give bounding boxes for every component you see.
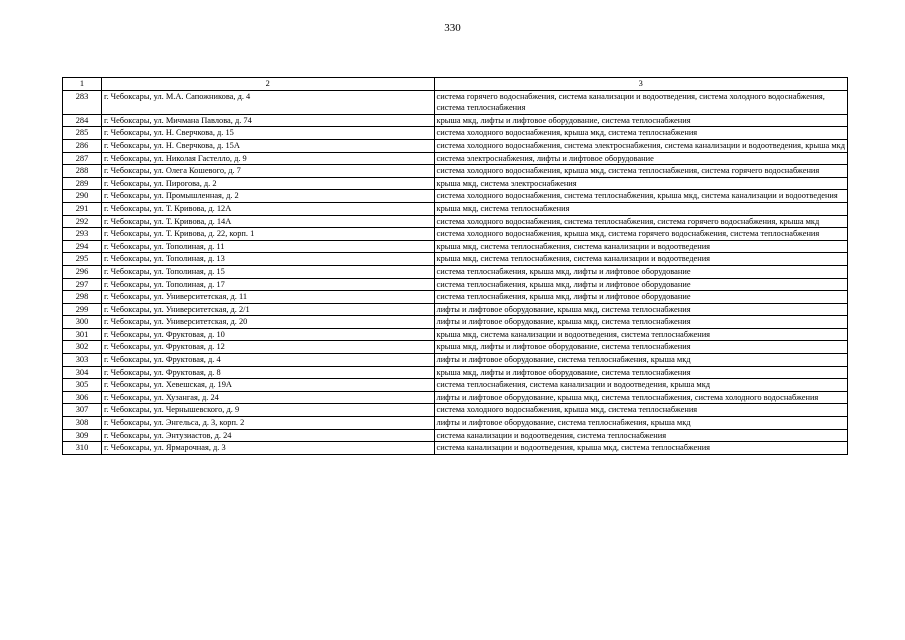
row-number-cell: 304 bbox=[63, 366, 102, 379]
registry-table-body bbox=[63, 78, 848, 455]
table-row bbox=[63, 90, 848, 114]
table-row bbox=[63, 127, 848, 140]
row-number-cell: 294 bbox=[63, 240, 102, 253]
row-address-cell: г. Чебоксары, ул. Николая Гастелло, д. 9 bbox=[101, 152, 434, 165]
row-systems-cell: крыша мкд, система теплоснабжения, система канализации и водоотведения bbox=[434, 240, 847, 253]
column-systems-header: 3 bbox=[434, 78, 847, 91]
page-number: 330 bbox=[444, 22, 461, 34]
row-address-cell: г. Чебоксары, ул. Университетская, д. 2/1 bbox=[101, 303, 434, 316]
row-number-cell: 291 bbox=[63, 202, 102, 215]
table-row bbox=[63, 190, 848, 203]
table-row bbox=[63, 429, 848, 442]
table-row bbox=[63, 341, 848, 354]
row-address-cell: г. Чебоксары, ул. Ярмарочная, д. 3 bbox=[101, 442, 434, 455]
row-systems-cell: крыша мкд, система теплоснабжения, система канализации и водоотведения bbox=[434, 253, 847, 266]
table-row bbox=[63, 139, 848, 152]
table-row bbox=[63, 379, 848, 392]
table-row bbox=[63, 228, 848, 241]
row-systems-cell: лифты и лифтовое оборудование, система теплоснабжения, крыша мкд bbox=[434, 417, 847, 430]
row-address-cell: г. Чебоксары, ул. Т. Кривова, д. 22, корп. 1 bbox=[101, 228, 434, 241]
row-systems-cell: лифты и лифтовое оборудование, крыша мкд, система теплоснабжения bbox=[434, 316, 847, 329]
row-address-cell: г. Чебоксары, ул. Н. Сверчкова, д. 15 bbox=[101, 127, 434, 140]
table-row bbox=[63, 165, 848, 178]
row-number-cell: 284 bbox=[63, 114, 102, 127]
row-address-cell: г. Чебоксары, ул. Чернышевского, д. 9 bbox=[101, 404, 434, 417]
row-systems-cell: крыша мкд, система теплоснабжения bbox=[434, 202, 847, 215]
table-row bbox=[63, 328, 848, 341]
table-row bbox=[63, 442, 848, 455]
row-number-cell: 289 bbox=[63, 177, 102, 190]
row-number-cell: 298 bbox=[63, 291, 102, 304]
row-address-cell: г. Чебоксары, ул. Мичмана Павлова, д. 74 bbox=[101, 114, 434, 127]
row-number-cell: 302 bbox=[63, 341, 102, 354]
table-row bbox=[63, 316, 848, 329]
row-systems-cell: система холодного водоснабжения, система теплоснабжения, система горячего водоснабжения, крыша мкд bbox=[434, 215, 847, 228]
column-address-header: 2 bbox=[101, 78, 434, 91]
row-number-cell: 309 bbox=[63, 429, 102, 442]
table-row bbox=[63, 202, 848, 215]
row-systems-cell: крыша мкд, лифты и лифтовое оборудование, система теплоснабжения bbox=[434, 366, 847, 379]
table-row bbox=[63, 152, 848, 165]
table-row bbox=[63, 354, 848, 367]
row-address-cell: г. Чебоксары, ул. Тополиная, д. 17 bbox=[101, 278, 434, 291]
row-number-cell: 297 bbox=[63, 278, 102, 291]
row-number-cell: 293 bbox=[63, 228, 102, 241]
row-address-cell: г. Чебоксары, ул. Фруктовая, д. 8 bbox=[101, 366, 434, 379]
row-address-cell: г. Чебоксары, ул. Хевешская, д. 19А bbox=[101, 379, 434, 392]
row-systems-cell: крыша мкд, система электроснабжения bbox=[434, 177, 847, 190]
table-row bbox=[63, 391, 848, 404]
row-systems-cell: крыша мкд, система канализации и водоотведения, система теплоснабжения bbox=[434, 328, 847, 341]
row-systems-cell: система теплоснабжения, крыша мкд, лифты и лифтовое оборудование bbox=[434, 278, 847, 291]
row-address-cell: г. Чебоксары, ул. Т. Кривова, д. 14А bbox=[101, 215, 434, 228]
row-systems-cell: система холодного водоснабжения, крыша мкд, система горячего водоснабжения, система теплоснабжения bbox=[434, 228, 847, 241]
row-number-cell: 290 bbox=[63, 190, 102, 203]
row-address-cell: г. Чебоксары, ул. Фруктовая, д. 12 bbox=[101, 341, 434, 354]
row-address-cell: г. Чебоксары, ул. Промышленная, д. 2 bbox=[101, 190, 434, 203]
row-number-cell: 292 bbox=[63, 215, 102, 228]
row-number-cell: 283 bbox=[63, 90, 102, 114]
row-systems-cell: лифты и лифтовое оборудование, система теплоснабжения, крыша мкд bbox=[434, 354, 847, 367]
row-address-cell: г. Чебоксары, ул. Н. Сверчкова, д. 15А bbox=[101, 139, 434, 152]
table-row bbox=[63, 278, 848, 291]
row-number-cell: 305 bbox=[63, 379, 102, 392]
table-row bbox=[63, 253, 848, 266]
row-systems-cell: система холодного водоснабжения, крыша мкд, система теплоснабжения, система горячего водоснабжения bbox=[434, 165, 847, 178]
registry-table bbox=[62, 77, 848, 455]
row-number-cell: 301 bbox=[63, 328, 102, 341]
row-number-cell: 295 bbox=[63, 253, 102, 266]
row-systems-cell: крыша мкд, лифты и лифтовое оборудование, система теплоснабжения bbox=[434, 341, 847, 354]
row-address-cell: г. Чебоксары, ул. Олега Кошевого, д. 7 bbox=[101, 165, 434, 178]
row-systems-cell: система холодного водоснабжения, крыша мкд, система теплоснабжения bbox=[434, 127, 847, 140]
row-systems-cell: система электроснабжения, лифты и лифтовое оборудование bbox=[434, 152, 847, 165]
row-systems-cell: система горячего водоснабжения, система канализации и водоотведения, система холодного водоснабжения, система теплоснабжения bbox=[434, 90, 847, 114]
row-systems-cell: система холодного водоснабжения, система теплоснабжения, крыша мкд, система канализации и водоотведения bbox=[434, 190, 847, 203]
row-systems-cell: система теплоснабжения, крыша мкд, лифты и лифтовое оборудование bbox=[434, 291, 847, 304]
row-number-cell: 307 bbox=[63, 404, 102, 417]
table-row bbox=[63, 417, 848, 430]
row-address-cell: г. Чебоксары, ул. Энтузиастов, д. 24 bbox=[101, 429, 434, 442]
row-address-cell: г. Чебоксары, ул. Энгельса, д. 3, корп. 2 bbox=[101, 417, 434, 430]
row-systems-cell: система холодного водоснабжения, крыша мкд, система теплоснабжения bbox=[434, 404, 847, 417]
row-systems-cell: система холодного водоснабжения, система электроснабжения, система канализации и водоотведения, крыша мкд bbox=[434, 139, 847, 152]
row-number-cell: 287 bbox=[63, 152, 102, 165]
row-number-cell: 300 bbox=[63, 316, 102, 329]
row-systems-cell: система канализации и водоотведения, система теплоснабжения bbox=[434, 429, 847, 442]
row-number-cell: 285 bbox=[63, 127, 102, 140]
row-address-cell: г. Чебоксары, ул. Т. Кривова, д. 12А bbox=[101, 202, 434, 215]
row-systems-cell: система теплоснабжения, крыша мкд, лифты и лифтовое оборудование bbox=[434, 265, 847, 278]
table-row bbox=[63, 177, 848, 190]
row-address-cell: г. Чебоксары, ул. Пирогова, д. 2 bbox=[101, 177, 434, 190]
row-address-cell: г. Чебоксары, ул. Хузангая, д. 24 bbox=[101, 391, 434, 404]
row-number-cell: 288 bbox=[63, 165, 102, 178]
row-address-cell: г. Чебоксары, ул. Фруктовая, д. 10 bbox=[101, 328, 434, 341]
column-number-header: 1 bbox=[63, 78, 102, 91]
row-systems-cell: лифты и лифтовое оборудование, крыша мкд, система теплоснабжения, система холодного водоснабжения bbox=[434, 391, 847, 404]
table-row bbox=[63, 215, 848, 228]
table-row bbox=[63, 265, 848, 278]
row-systems-cell: лифты и лифтовое оборудование, крыша мкд, система теплоснабжения bbox=[434, 303, 847, 316]
row-address-cell: г. Чебоксары, ул. Университетская, д. 20 bbox=[101, 316, 434, 329]
table-row bbox=[63, 291, 848, 304]
row-number-cell: 296 bbox=[63, 265, 102, 278]
row-systems-cell: система теплоснабжения, система канализации и водоотведения, крыша мкд bbox=[434, 379, 847, 392]
row-address-cell: г. Чебоксары, ул. М.А. Сапожникова, д. 4 bbox=[101, 90, 434, 114]
row-number-cell: 286 bbox=[63, 139, 102, 152]
table-header-row bbox=[63, 78, 848, 91]
row-systems-cell: крыша мкд, лифты и лифтовое оборудование, система теплоснабжения bbox=[434, 114, 847, 127]
row-number-cell: 306 bbox=[63, 391, 102, 404]
row-address-cell: г. Чебоксары, ул. Тополиная, д. 15 bbox=[101, 265, 434, 278]
row-number-cell: 299 bbox=[63, 303, 102, 316]
row-address-cell: г. Чебоксары, ул. Фруктовая, д. 4 bbox=[101, 354, 434, 367]
row-number-cell: 308 bbox=[63, 417, 102, 430]
row-address-cell: г. Чебоксары, ул. Тополиная, д. 13 bbox=[101, 253, 434, 266]
row-systems-cell: система канализации и водоотведения, крыша мкд, система теплоснабжения bbox=[434, 442, 847, 455]
table-row bbox=[63, 303, 848, 316]
row-number-cell: 303 bbox=[63, 354, 102, 367]
row-address-cell: г. Чебоксары, ул. Университетская, д. 11 bbox=[101, 291, 434, 304]
row-number-cell: 310 bbox=[63, 442, 102, 455]
table-row bbox=[63, 404, 848, 417]
table-row bbox=[63, 240, 848, 253]
table-row bbox=[63, 366, 848, 379]
row-address-cell: г. Чебоксары, ул. Тополиная, д. 11 bbox=[101, 240, 434, 253]
table-row bbox=[63, 114, 848, 127]
